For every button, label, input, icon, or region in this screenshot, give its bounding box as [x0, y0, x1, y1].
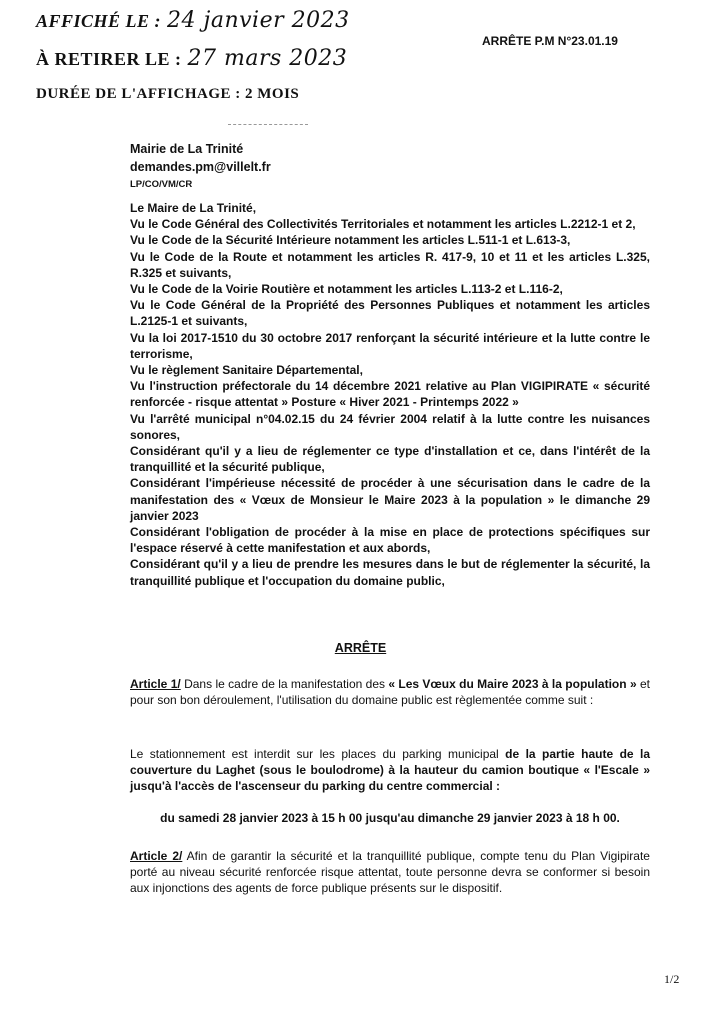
faint-mark [228, 124, 308, 129]
parking-location: de la partie haute de la couverture du Laghet (sous le boulodrome) à la hauteur du camion boutique « l'Escale » jusqu'à l'accès de l'ascenseur du parking du centre commercial : [130, 747, 651, 794]
body-line: Considérant l'impérieuse nécessité de procéder à une sécurisation dans le cadre de la manifestation des « Vœux de Monsieur le Maire 2023 à la population » le dimanche 29 janvier 2023 [130, 476, 650, 523]
retirer-date-handwritten: 27 mars 2023 [187, 46, 348, 71]
affiche-label: AFFICHÉ LE : [36, 11, 162, 31]
affiche-date-handwritten: 24 janvier 2023 [167, 8, 350, 33]
sender-address [130, 140, 271, 194]
body-line: Vu le Code Général des Collectivités Territoriales et notamment les articles L.2212-1 et 2, [130, 217, 636, 232]
body-line: Vu le Code de la Route et notamment les articles R. 417-9, 10 et 11 et les articles L.325, R.325 et suivants, [130, 249, 650, 280]
body-line: Considérant qu'il y a lieu de prendre les mesures dans le but de réglementer la sécurité, la tranquillité publique et l'occupation du domaine public, [130, 557, 650, 588]
mairie-email: demandes.pm@villelt.fr [130, 160, 271, 174]
arrete-number: ARRÊTE P.M N°23.01.19 [482, 34, 618, 48]
article-1-event: « Les Vœux du Maire 2023 à la population » [388, 677, 637, 691]
considerations-body [130, 200, 650, 589]
affiche-stamp [36, 8, 350, 33]
body-line: Vu l'instruction préfectorale du 14 décembre 2021 relative au Plan VIGIPIRATE « sécurité renforcée - risque attentat » Posture « Hiver 2021 - Printemps 2022 » [130, 379, 650, 410]
body-line: Vu l'arrêté municipal n°04.02.15 du 24 février 2004 relatif à la lutte contre les nuisances sonores, [130, 411, 650, 442]
body-line: Le Maire de La Trinité, [130, 201, 257, 215]
mairie-name: Mairie de La Trinité [130, 142, 244, 156]
page-number: 1/2 [664, 972, 680, 986]
article-1-text-a: Dans le cadre de la manifestation des [180, 677, 389, 691]
article-1 [130, 676, 650, 708]
article-1-parking-paragraph [130, 746, 650, 795]
body-line: Considérant l'obligation de procéder à la mise en place de protections spécifiques sur l'espace réservé à cette manifestation et aux abords, [130, 525, 650, 556]
duree-stamp: DURÉE DE L'AFFICHAGE : 2 MOIS [36, 86, 300, 102]
article-1-period: du samedi 28 janvier 2023 à 15 h 00 jusqu'au dimanche 29 janvier 2023 à 18 h 00. [160, 811, 620, 825]
article-1-heading: Article 1/ [130, 677, 181, 691]
retirer-stamp [36, 46, 347, 71]
decree-title: ARRÊTE [334, 641, 387, 655]
retirer-label: À RETIRER LE : [36, 49, 182, 69]
article-2-text: Afin de garantir la sécurité et la tranquillité publique, compte tenu du Plan Vigipirate porté au niveau sécurité renforcée risque attentat, toute personne devra se conformer si besoin aux injonctions des agents de force publique présents sur le dispositif. [130, 849, 650, 896]
body-line: Vu le Code de la Voirie Routière et notamment les articles L.113-2 et L.116-2, [130, 282, 563, 297]
article-1-text-c: et pour son bon déroulement, l'utilisation du domaine public est règlementée comme suit : [130, 677, 651, 708]
body-line: Vu la loi 2017-1510 du 30 octobre 2017 renforçant la sécurité intérieure et la lutte contre le terrorisme, [130, 330, 650, 361]
reference-code: LP/CO/VM/CR [130, 179, 193, 190]
parking-text: Le stationnement est interdit sur les places du parking municipal [130, 747, 506, 761]
body-line: Considérant qu'il y a lieu de réglementer ce type d'installation et ce, dans l'intérêt de la tranquillité et la sécurité publique, [130, 444, 650, 475]
article-2 [130, 848, 650, 897]
body-line: Vu le Code de la Sécurité Intérieure notamment les articles L.511-1 et L.613-3, [130, 233, 571, 248]
article-2-heading: Article 2/ [130, 849, 183, 863]
body-line: Vu le Code Général de la Propriété des Personnes Publiques et notamment les articles L.2125-1 et suivants, [130, 298, 650, 329]
body-line: Vu le règlement Sanitaire Départemental, [130, 363, 363, 378]
